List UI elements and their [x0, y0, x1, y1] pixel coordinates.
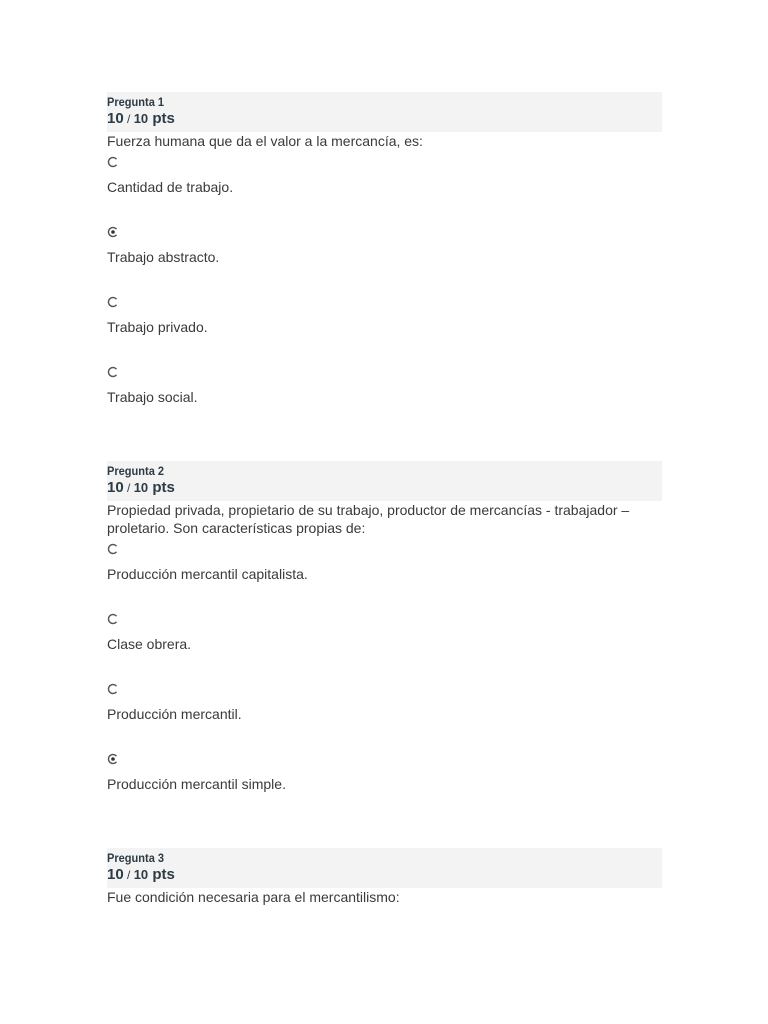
radio-button-selected[interactable] [107, 226, 119, 238]
answer-label: Producción mercantil. [107, 706, 242, 722]
answer-option[interactable] [107, 202, 662, 272]
question-2 [107, 461, 662, 799]
score-label: pts [148, 866, 175, 883]
radio-button-unselected[interactable] [107, 366, 119, 378]
radio-button-unselected[interactable] [107, 613, 119, 625]
answer-label: Trabajo privado. [107, 319, 208, 335]
radio-button-unselected[interactable] [107, 296, 119, 308]
score-separator: / [123, 112, 134, 126]
score-total: 10 [133, 111, 149, 126]
question-3 [107, 848, 662, 906]
question-score [107, 865, 662, 885]
question-text: Fue condición necesaria para el mercantilismo: [107, 889, 400, 905]
question-score [107, 478, 662, 498]
score-total: 10 [133, 480, 149, 495]
question-title: Pregunta 2 [107, 464, 165, 478]
question-score [107, 109, 662, 129]
question-title: Pregunta 1 [107, 95, 165, 109]
question-text: Fuerza humana que da el valor a la mercancía, es: [107, 133, 423, 149]
question-1 [107, 92, 662, 412]
answer-option[interactable] [107, 342, 662, 412]
answer-label: Clase obrera. [107, 636, 192, 652]
answer-option[interactable] [107, 729, 662, 799]
question-text: Propiedad privada, propietario de su trabajo, productor de mercancías - trabajador – proletario. Son características propias de: [107, 502, 630, 536]
radio-button-unselected[interactable] [107, 683, 119, 695]
answer-list [107, 132, 662, 412]
radio-button-unselected[interactable] [107, 156, 119, 168]
score-separator: / [123, 481, 134, 495]
answer-option[interactable] [107, 132, 662, 202]
radio-button-unselected[interactable] [107, 543, 119, 555]
score-separator: / [123, 868, 134, 882]
answer-option[interactable] [107, 589, 662, 659]
score-value: 10 [107, 110, 124, 127]
answer-list [107, 519, 662, 799]
answer-option[interactable] [107, 272, 662, 342]
radio-button-selected[interactable] [107, 753, 119, 765]
score-value: 10 [107, 866, 124, 883]
score-value: 10 [107, 479, 124, 496]
score-label: pts [148, 479, 175, 496]
answer-option[interactable] [107, 519, 662, 589]
answer-option[interactable] [107, 659, 662, 729]
answer-label: Trabajo abstracto. [107, 249, 220, 265]
answer-label: Producción mercantil capitalista. [107, 566, 308, 582]
question-header [107, 92, 662, 132]
answer-label: Trabajo social. [107, 389, 198, 405]
answer-label: Producción mercantil simple. [107, 776, 286, 792]
score-total: 10 [133, 867, 149, 882]
question-header [107, 461, 662, 501]
question-title: Pregunta 3 [107, 851, 165, 865]
score-label: pts [148, 110, 175, 127]
question-header [107, 848, 662, 888]
answer-label: Cantidad de trabajo. [107, 179, 234, 195]
